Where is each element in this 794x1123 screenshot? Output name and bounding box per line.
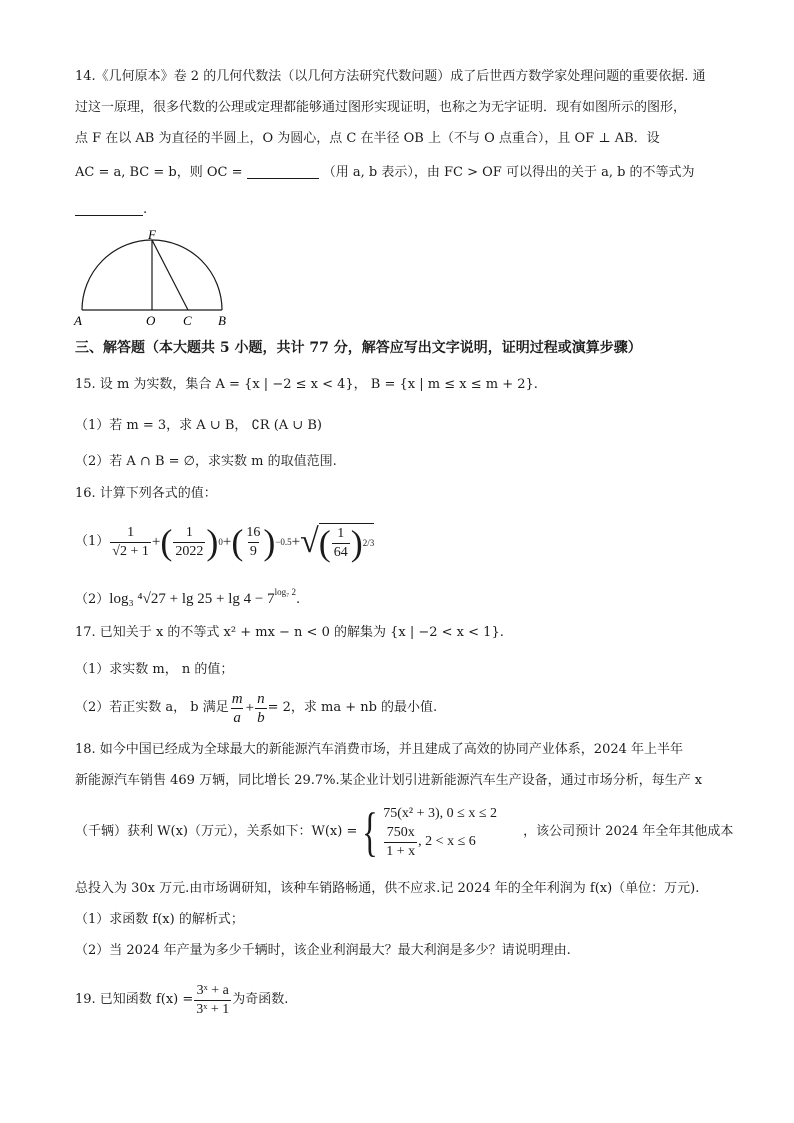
q19-frac xyxy=(194,982,231,1019)
q15-stem: 15. 设 m 为实数，集合 A = {x | −2 ≤ x < 4}， B = {x | m ≤ x ≤ m + 2}. xyxy=(75,377,538,392)
label-c: C xyxy=(183,313,192,328)
label-a: A xyxy=(74,313,82,328)
label-o: O xyxy=(146,313,156,328)
q16-part1-label: （1） xyxy=(75,534,110,549)
segment-fc xyxy=(152,240,188,310)
label-b: B xyxy=(218,313,226,328)
q17-frac1-den: a xyxy=(233,709,241,726)
q18-case1: 75(x² + 3), 0 ≤ x ≤ 2 xyxy=(383,805,498,821)
q18-case2-num: 750x xyxy=(386,824,415,840)
q16-frac2-num: 1 xyxy=(185,524,193,540)
q16-sqrt-body: ( $\frac{1}{64}$ ) 2/3 xyxy=(318,523,375,563)
q18-line3a: （千辆）获利 W(x)（万元），关系如下：W(x) = xyxy=(75,824,358,839)
semicircle-figure xyxy=(70,228,240,330)
q16-part2-end: . xyxy=(296,592,301,607)
q14-line4 xyxy=(75,163,695,183)
q17-frac2 xyxy=(255,690,267,727)
sqrt-icon: √ xyxy=(300,523,319,560)
q15-part2: （2）若 A ∩ B = ∅，求实数 m 的取值范围. xyxy=(75,454,337,469)
q17-part1: （1）求实数 m， n 的值； xyxy=(75,662,234,677)
q16-part1: （1） $\frac{1}{√2 + 1}$ + ( $\frac{1}{2022}$ ) 0 + ( $\frac{16}{9}$ ) −0.5 + √ ( $\frac{1}{64}$ ) 2/3 xyxy=(75,522,375,563)
q16-frac1 xyxy=(110,524,151,561)
q16-part2-expr: log₃ ⁴√27 + lg 25 + lg 4 − 7 xyxy=(109,591,275,607)
q18-part1: （1）求函数 f(x) 的解析式； xyxy=(75,912,244,927)
q16-frac2 xyxy=(173,524,205,561)
q18-case2-cond: , 2 < x ≤ 6 xyxy=(418,834,476,849)
q16-part2-label: （2） xyxy=(75,592,110,607)
q19-frac-num: 3ˣ + a xyxy=(196,982,229,998)
q18-line2: 新能源汽车销售 469 万辆，同比增长 29.7%.某企业计划引进新能源汽车生产设备，通过市场分析，每生产 x xyxy=(75,773,703,788)
q18-line3b: ，该公司预计 2024 年全年其他成本 xyxy=(523,824,734,839)
q16-frac4-num: 1 xyxy=(337,525,345,541)
q18-line4: 总投入为 30x 万元.由市场调研知，该种车销路畅通，供不应求.记 2024 年的全年利润为 f(x)（单位：万元). xyxy=(75,881,700,896)
q14-line4b: （用 a, b 表示），由 FC > OF 可以得出的关于 a, b 的不等式为 xyxy=(322,165,695,180)
q18-case2-frac xyxy=(384,824,417,861)
q18-cases xyxy=(383,804,497,861)
q18-line1: 18. 如今中国已经成为全球最大的新能源汽车消费市场，并且建成了高效的协同产业体系，2024 年上半年 xyxy=(75,742,684,757)
q17-part2a: （2）若正实数 a， b 满足 xyxy=(75,700,229,715)
q16-stem: 16. 计算下列各式的值： xyxy=(75,486,217,501)
q19-frac-den: 3ˣ + 1 xyxy=(196,1001,230,1017)
q17-frac1 xyxy=(230,690,245,727)
q19-stem xyxy=(75,980,288,1020)
q19-stem-b: 为奇函数. xyxy=(232,992,289,1007)
q17-stem: 17. 已知关于 x 的不等式 x² + mx − n < 0 的解集为 {x | −2 < x < 1}. xyxy=(75,625,504,640)
q16-exp3: 2/3 xyxy=(362,538,375,548)
label-f: F xyxy=(148,228,156,242)
q14-line3: 点 F 在以 AB 为直径的半圆上，O 为圆心，点 C 在半径 OB 上（不与 O 点重合），且 OF ⊥ AB．设 xyxy=(75,131,660,146)
q16-exp2: −0.5 xyxy=(275,537,292,547)
q14-line5 xyxy=(75,200,147,220)
q16-frac1-num: 1 xyxy=(127,524,135,540)
q14-line2: 过这一原理，很多代数的公理或定理都能够通过图形实现证明，也称之为无字证明．现有如图所示的图形， xyxy=(75,100,687,115)
q14-line4a: AC = a, BC = b，则 OC = xyxy=(75,165,243,180)
q18-line3 xyxy=(75,796,733,868)
q16-frac4-den: 64 xyxy=(333,544,348,560)
q16-frac4 xyxy=(332,525,350,562)
q17-part2: （2）若正实数 a， b 满足 $\frac{m}{a}$ + $\frac{n}{b}$ = 2，求 ma + nb 的最小值. xyxy=(75,690,438,726)
q16-frac1-den: √2 + 1 xyxy=(112,543,149,559)
q16-part2 xyxy=(75,582,300,610)
q19-stem-a: 19. 已知函数 f(x) = xyxy=(75,992,194,1007)
q14-blank-inequality[interactable] xyxy=(75,215,143,216)
q16-part2-exp: log₇ 2 xyxy=(274,587,296,597)
q17-frac2-num: n xyxy=(257,690,265,707)
q16-frac2-den: 2022 xyxy=(175,543,204,559)
section3-heading: 三、解答题（本大题共 5 小题，共计 77 分，解答应写出文字说明，证明过程或演算步骤） xyxy=(75,340,642,356)
q18-case2-den: 1 + x xyxy=(386,843,416,859)
q16-frac3-num: 16 xyxy=(246,524,261,540)
q14-blank-oc[interactable] xyxy=(247,178,319,179)
q17-part2b: = 2，求 ma + nb 的最小值. xyxy=(267,700,438,715)
q18-part2: （2）当 2024 年产量为多少千辆时，该企业利润最大？最大利润是多少？请说明理由. xyxy=(75,943,571,958)
q16-frac3-den: 9 xyxy=(249,543,257,559)
q16-frac3 xyxy=(244,524,262,561)
q17-frac2-den: b xyxy=(257,709,265,726)
q18-case2 xyxy=(383,824,497,861)
q14-line5-period: . xyxy=(143,202,148,217)
q17-frac1-num: m xyxy=(231,690,243,707)
q16-exp1: 0 xyxy=(218,537,223,547)
q14-line1: 14.《几何原本》卷 2 的几何代数法（以几何方法研究代数问题）成了后世西方数学家处理问题的重要依据. 通 xyxy=(75,69,706,84)
left-brace-icon: { xyxy=(362,802,379,862)
q15-part1: （1）若 m = 3，求 A ∪ B， ∁R (A ∪ B) xyxy=(75,418,322,433)
